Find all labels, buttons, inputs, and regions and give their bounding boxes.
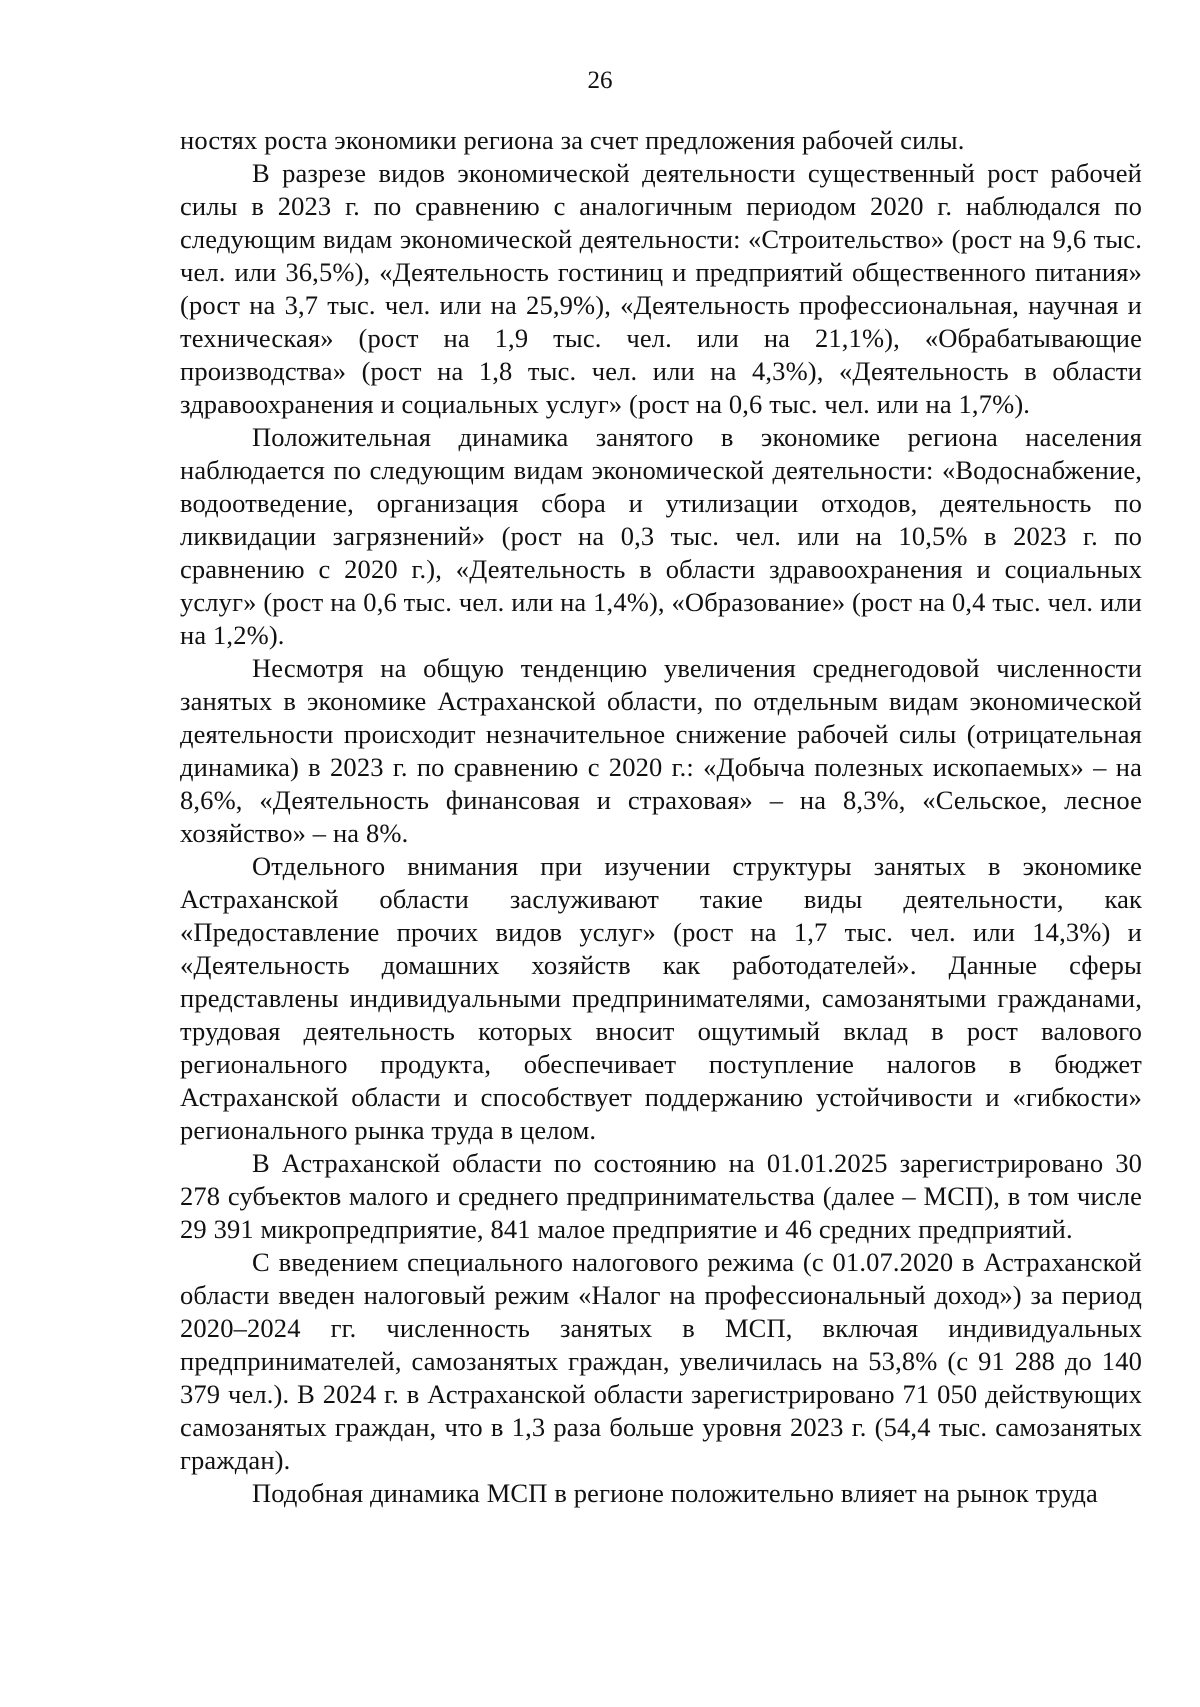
paragraph-continuation: ностях роста экономики региона за счет предложения рабочей силы. (180, 125, 965, 155)
paragraph-other-services: Отдельного внимания при изучении структуры занятых в экономике Астраханской области заслуживают такие виды деятельности, как «Предоставление прочих видов услуг» (рост на 1,7 тыс. чел. или 14,3%) и «Деятельность домашних хозяйств как работодателей». Данные сферы представлены индивидуальными предпринимателями, самозанятыми гражданами, трудовая деятельность которых вносит ощутимый вклад в рост валового регионального продукта, обеспечивает поступление налогов в бюджет Астраханской области и способствует поддержанию устойчивости и «гибкости» регионального рынка труда в целом. (180, 851, 1142, 1145)
paragraph-sme-dynamics: Подобная динамика МСП в регионе положительно влияет на рынок труда (252, 1478, 1098, 1508)
paragraph-negative-dynamics: Несмотря на общую тенденцию увеличения среднегодовой численности занятых в экономике Астраханской области, по отдельным видам экономической деятельности происходит незначительное снижение рабочей силы (отрицательная динамика) в 2023 г. по сравнению с 2020 г.: «Добыча полезных ископаемых» – на 8,6%, «Деятельность финансовая и страховая» – на 8,3%, «Сельское, лесное хозяйство» – на 8%. (180, 653, 1142, 848)
page-number: 26 (587, 67, 613, 94)
paragraph-labor-growth-by-activity: В разрезе видов экономической деятельности существенный рост рабочей силы в 2023 г. по сравнению с аналогичным периодом 2020 г. наблюдался по следующим видам экономической деятельности: «Строительство» (рост на 9,6 тыс. чел. или 36,5%), «Деятельность гостиниц и предприятий общественного питания» (рост на 3,7 тыс. чел. или на 25,9%), «Деятельность профессиональная, научная и техническая» (рост на 1,9 тыс. чел. или на 21,1%), «Обрабатывающие производства» (рост на 1,8 тыс. чел. или на 4,3%), «Деятельность в области здравоохранения и социальных услуг» (рост на 0,6 тыс. чел. или на 1,7%). (180, 158, 1142, 419)
document-body (180, 124, 1142, 1510)
paragraph-positive-dynamics: Положительная динамика занятого в экономике региона населения наблюдается по следующим видам экономической деятельности: «Водоснабжение, водоотведение, организация сбора и утилизации отходов, деятельность по ликвидации загрязнений» (рост на 0,3 тыс. чел. или на 10,5% в 2023 г. по сравнению с 2020 г.), «Деятельность в области здравоохранения и социальных услуг» (рост на 0,6 тыс. чел. или на 1,4%), «Образование» (рост на 0,4 тыс. чел. или на 1,2%). (180, 422, 1142, 650)
paragraph-tax-regime: С введением специального налогового режима (с 01.07.2020 в Астраханской области введен налоговый режим «Налог на профессиональный доход») за период 2020–2024 гг. численность занятых в МСП, включая индивидуальных предпринимателей, самозанятых граждан, увеличилась на 53,8% (с 91 288 до 140 379 чел.). В 2024 г. в Астраханской области зарегистрировано 71 050 действующих самозанятых граждан, что в 1,3 раза больше уровня 2023 г. (54,4 тыс. самозанятых граждан). (180, 1247, 1142, 1475)
paragraph-sme-registered: В Астраханской области по состоянию на 01.01.2025 зарегистрировано 30 278 субъектов малого и среднего предпринимательства (далее – МСП), в том числе 29 391 микропредприятие, 841 малое предприятие и 46 средних предприятий. (180, 1148, 1142, 1244)
